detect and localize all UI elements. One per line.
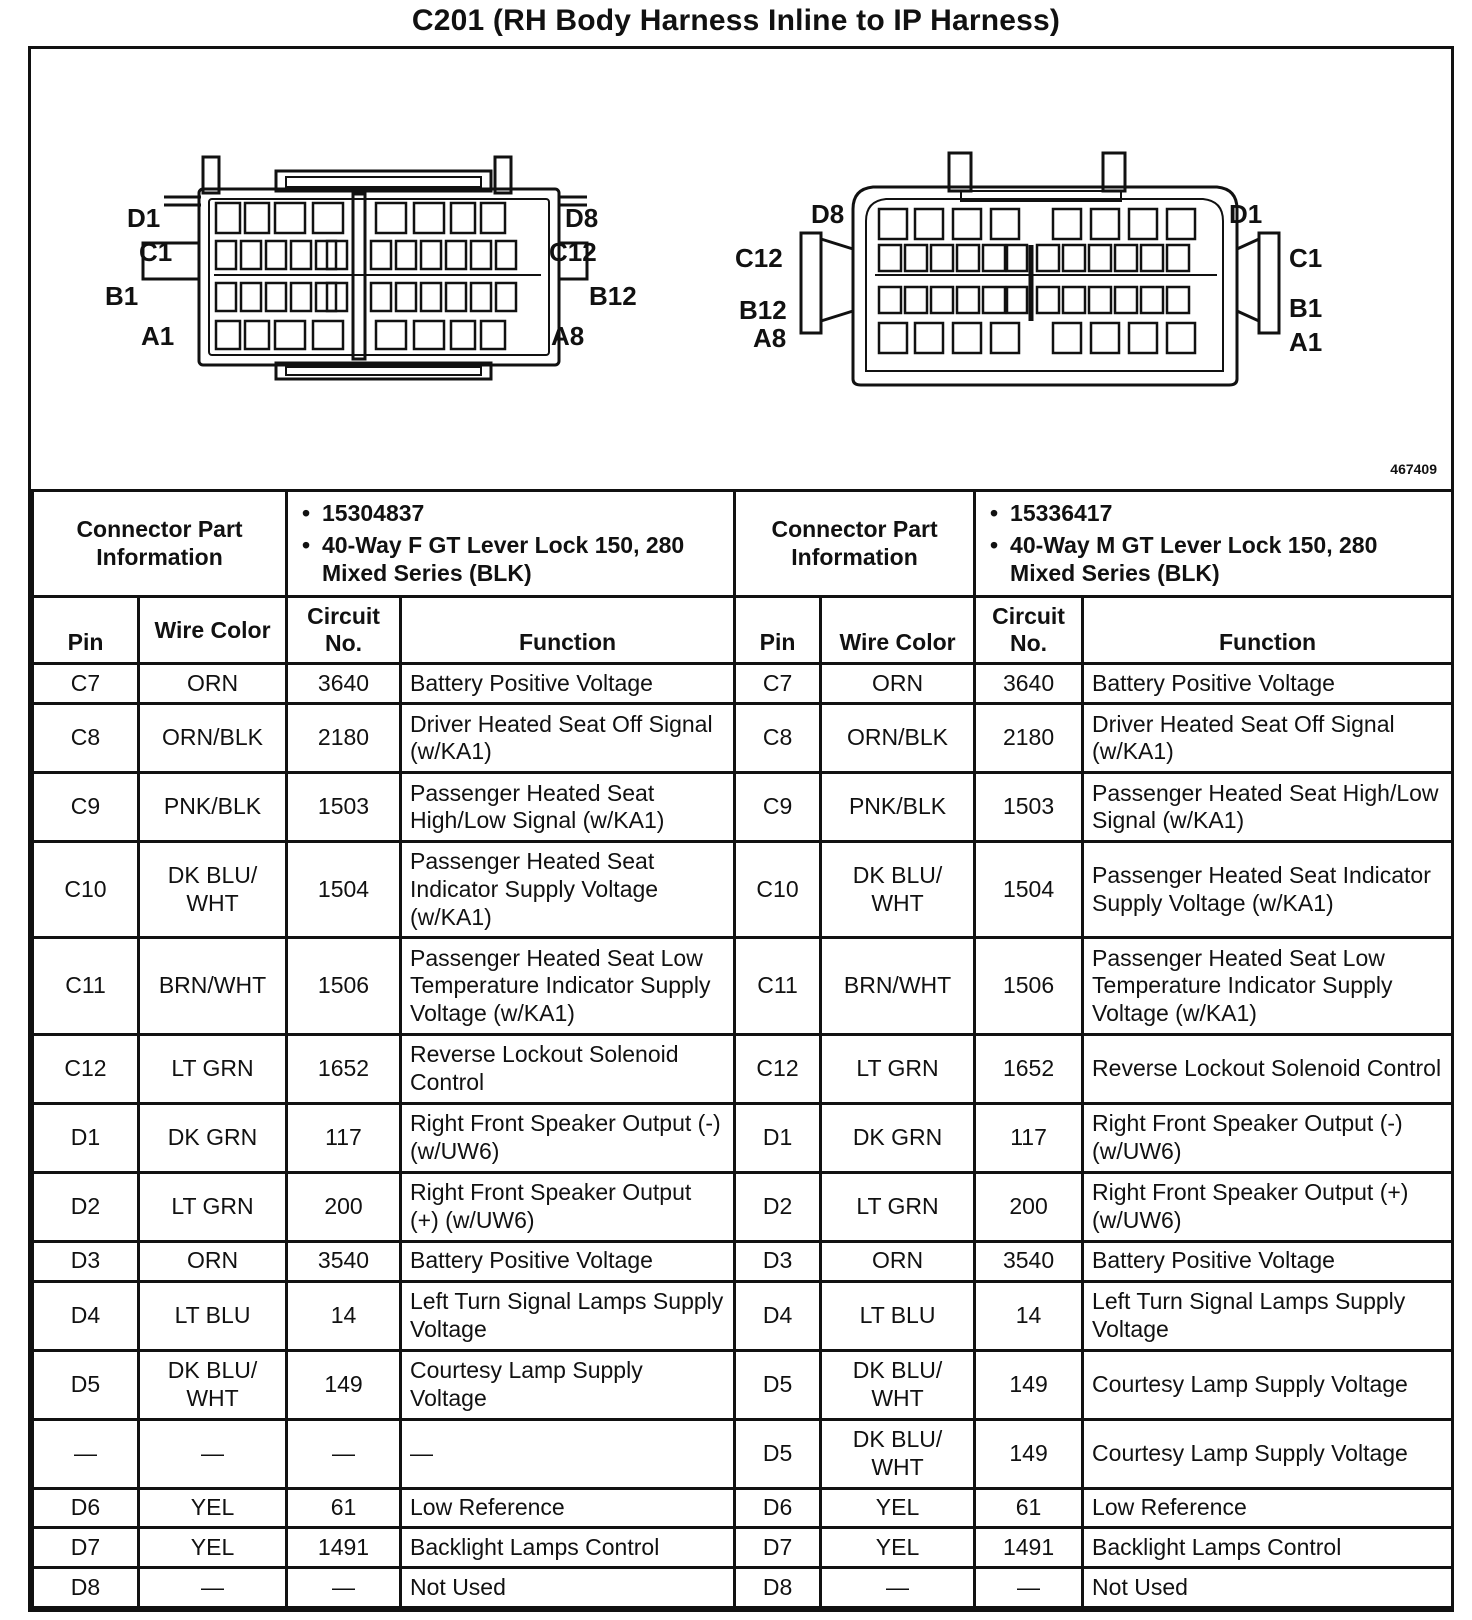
right-function-cell: Passenger Heated Seat Indicator Supply Voltage (w/KA1): [1083, 842, 1453, 938]
right-pin-cell: C11: [735, 938, 821, 1034]
left-pin-cell: D7: [33, 1528, 139, 1568]
part-number-left: • 15304837: [322, 500, 725, 528]
left-label-b1: B1: [105, 281, 139, 311]
left-wire-color-cell: —: [139, 1568, 287, 1608]
left-connector-face: [143, 157, 587, 379]
right-pin-cell: C9: [735, 773, 821, 842]
right-wire-color-cell: LT GRN: [821, 1172, 975, 1241]
left-wire-color-cell: DK BLU/ WHT: [139, 1350, 287, 1419]
left-wire-color-cell: —: [139, 1419, 287, 1488]
left-circuit-cell: 3540: [287, 1241, 401, 1281]
right-wire-color-cell: ORN/BLK: [821, 704, 975, 773]
header-circuit-right: Circuit No.: [975, 597, 1083, 664]
right-circuit-cell: —: [975, 1568, 1083, 1608]
left-circuit-cell: 1503: [287, 773, 401, 842]
header-circuit-left: Circuit No.: [287, 597, 401, 664]
right-pin-cell: C7: [735, 664, 821, 704]
right-pin-cell: D1: [735, 1103, 821, 1172]
right-pin-cell: C8: [735, 704, 821, 773]
table-row: [33, 1350, 1453, 1419]
right-function-cell: Battery Positive Voltage: [1083, 664, 1453, 704]
left-circuit-cell: 61: [287, 1488, 401, 1528]
table-row: [33, 1528, 1453, 1568]
left-function-cell: Passenger Heated Seat High/Low Signal (w/KA1): [401, 773, 735, 842]
left-label-c12: C12: [549, 237, 597, 267]
left-wire-color-cell: PNK/BLK: [139, 773, 287, 842]
right-function-cell: Low Reference: [1083, 1488, 1453, 1528]
left-function-cell: Reverse Lockout Solenoid Control: [401, 1034, 735, 1103]
left-label-d1: D1: [127, 203, 161, 233]
header-function-right: Function: [1083, 597, 1453, 664]
header-pin-right: Pin: [735, 597, 821, 664]
left-function-cell: Driver Heated Seat Off Signal (w/KA1): [401, 704, 735, 773]
left-pin-cell: C12: [33, 1034, 139, 1103]
right-label-a8: A8: [753, 323, 787, 353]
right-circuit-cell: 117: [975, 1103, 1083, 1172]
right-pin-cell: D2: [735, 1172, 821, 1241]
right-wire-color-cell: LT GRN: [821, 1034, 975, 1103]
right-wire-color-cell: ORN: [821, 1241, 975, 1281]
left-label-a8: A8: [551, 321, 585, 351]
right-function-cell: Right Front Speaker Output (-) (w/UW6): [1083, 1103, 1453, 1172]
right-label-b12: B12: [739, 295, 787, 325]
right-wire-color-cell: YEL: [821, 1528, 975, 1568]
table-row: [33, 1419, 1453, 1488]
part-description-right: • 40-Way M GT Lever Lock 150, 280 Mixed Series (BLK): [1010, 532, 1443, 587]
right-circuit-cell: 2180: [975, 704, 1083, 773]
left-wire-color-cell: YEL: [139, 1488, 287, 1528]
connector-frame: [28, 46, 1454, 1612]
part-description-left: • 40-Way F GT Lever Lock 150, 280 Mixed Series (BLK): [322, 532, 725, 587]
left-label-a1: A1: [141, 321, 175, 351]
right-function-cell: Passenger Heated Seat High/Low Signal (w/KA1): [1083, 773, 1453, 842]
right-connector-face: [801, 153, 1279, 385]
left-wire-color-cell: DK BLU/ WHT: [139, 842, 287, 938]
right-function-cell: Backlight Lamps Control: [1083, 1528, 1453, 1568]
right-circuit-cell: 1503: [975, 773, 1083, 842]
part-info-right: [975, 491, 1453, 597]
left-circuit-cell: 1504: [287, 842, 401, 938]
right-pin-cell: C10: [735, 842, 821, 938]
left-function-cell: Right Front Speaker Output (+) (w/UW6): [401, 1172, 735, 1241]
right-wire-color-cell: DK BLU/ WHT: [821, 1419, 975, 1488]
left-wire-color-cell: LT GRN: [139, 1172, 287, 1241]
left-label-b12: B12: [589, 281, 637, 311]
right-wire-color-cell: BRN/WHT: [821, 938, 975, 1034]
right-pin-cell: C12: [735, 1034, 821, 1103]
right-pin-cell: D4: [735, 1281, 821, 1350]
table-row: [33, 938, 1453, 1034]
left-wire-color-cell: DK GRN: [139, 1103, 287, 1172]
right-pin-cell: D6: [735, 1488, 821, 1528]
left-wire-color-cell: LT BLU: [139, 1281, 287, 1350]
left-pin-cell: D5: [33, 1350, 139, 1419]
left-circuit-cell: 1652: [287, 1034, 401, 1103]
left-function-cell: Low Reference: [401, 1488, 735, 1528]
right-circuit-cell: 1491: [975, 1528, 1083, 1568]
right-function-cell: Battery Positive Voltage: [1083, 1241, 1453, 1281]
table-row: [33, 842, 1453, 938]
left-circuit-cell: —: [287, 1568, 401, 1608]
right-function-cell: Courtesy Lamp Supply Voltage: [1083, 1350, 1453, 1419]
right-circuit-cell: 1506: [975, 938, 1083, 1034]
right-circuit-cell: 3540: [975, 1241, 1083, 1281]
left-circuit-cell: 149: [287, 1350, 401, 1419]
left-pin-cell: C9: [33, 773, 139, 842]
right-wire-color-cell: ORN: [821, 664, 975, 704]
right-function-cell: Courtesy Lamp Supply Voltage: [1083, 1419, 1453, 1488]
right-circuit-cell: 61: [975, 1488, 1083, 1528]
right-circuit-cell: 1652: [975, 1034, 1083, 1103]
left-circuit-cell: 200: [287, 1172, 401, 1241]
left-wire-color-cell: BRN/WHT: [139, 938, 287, 1034]
right-function-cell: Driver Heated Seat Off Signal (w/KA1): [1083, 704, 1453, 773]
right-function-cell: Not Used: [1083, 1568, 1453, 1608]
right-wire-color-cell: PNK/BLK: [821, 773, 975, 842]
right-label-c1: C1: [1289, 243, 1323, 273]
right-wire-color-cell: —: [821, 1568, 975, 1608]
left-pin-cell: C11: [33, 938, 139, 1034]
table-row: [33, 1103, 1453, 1172]
left-function-cell: Backlight Lamps Control: [401, 1528, 735, 1568]
left-function-cell: Right Front Speaker Output (-) (w/UW6): [401, 1103, 735, 1172]
right-function-cell: Passenger Heated Seat Low Temperature Indicator Supply Voltage (w/KA1): [1083, 938, 1453, 1034]
left-function-cell: Passenger Heated Seat Indicator Supply Voltage (w/KA1): [401, 842, 735, 938]
header-pin-left: Pin: [33, 597, 139, 664]
table-row: [33, 1568, 1453, 1608]
right-pin-cell: D3: [735, 1241, 821, 1281]
left-function-cell: Courtesy Lamp Supply Voltage: [401, 1350, 735, 1419]
left-function-cell: Battery Positive Voltage: [401, 664, 735, 704]
right-label-d8: D8: [811, 199, 845, 229]
left-pin-cell: C8: [33, 704, 139, 773]
table-row: [33, 1241, 1453, 1281]
table-row: [33, 704, 1453, 773]
right-pin-cell: D7: [735, 1528, 821, 1568]
right-wire-color-cell: YEL: [821, 1488, 975, 1528]
right-label-a1: A1: [1289, 327, 1323, 357]
left-circuit-cell: 14: [287, 1281, 401, 1350]
part-info-label-right: Connector Part Information: [735, 491, 975, 597]
left-wire-color-cell: ORN/BLK: [139, 704, 287, 773]
header-wire-color-right: Wire Color: [821, 597, 975, 664]
left-circuit-cell: 1506: [287, 938, 401, 1034]
left-function-cell: Battery Positive Voltage: [401, 1241, 735, 1281]
table-row: [33, 1034, 1453, 1103]
left-pin-cell: C7: [33, 664, 139, 704]
left-circuit-cell: 1491: [287, 1528, 401, 1568]
left-pin-cell: C10: [33, 842, 139, 938]
right-label-b1: B1: [1289, 293, 1323, 323]
right-wire-color-cell: DK GRN: [821, 1103, 975, 1172]
right-function-cell: Right Front Speaker Output (+) (w/UW6): [1083, 1172, 1453, 1241]
left-pin-cell: D1: [33, 1103, 139, 1172]
left-circuit-cell: 2180: [287, 704, 401, 773]
right-circuit-cell: 200: [975, 1172, 1083, 1241]
right-pin-cell: D5: [735, 1419, 821, 1488]
left-pin-cell: D2: [33, 1172, 139, 1241]
left-function-cell: Left Turn Signal Lamps Supply Voltage: [401, 1281, 735, 1350]
left-circuit-cell: 117: [287, 1103, 401, 1172]
left-label-c1: C1: [139, 237, 173, 267]
header-function-left: Function: [401, 597, 735, 664]
left-circuit-cell: 3640: [287, 664, 401, 704]
right-circuit-cell: 1504: [975, 842, 1083, 938]
left-wire-color-cell: ORN: [139, 664, 287, 704]
right-pin-cell: D5: [735, 1350, 821, 1419]
table-row: [33, 664, 1453, 704]
part-number-right: • 15336417: [1010, 500, 1443, 528]
right-circuit-cell: 3640: [975, 664, 1083, 704]
right-circuit-cell: 149: [975, 1419, 1083, 1488]
left-function-cell: Passenger Heated Seat Low Temperature Indicator Supply Voltage (w/KA1): [401, 938, 735, 1034]
column-header-row: [33, 597, 1453, 664]
page-title: C201 (RH Body Harness Inline to IP Harness): [411, 4, 1061, 37]
left-circuit-cell: —: [287, 1419, 401, 1488]
connector-illustration: [31, 49, 1451, 489]
table-row: [33, 1488, 1453, 1528]
right-pin-cell: D8: [735, 1568, 821, 1608]
left-pin-cell: D4: [33, 1281, 139, 1350]
left-label-d8: D8: [565, 203, 599, 233]
right-label-d1: D1: [1229, 199, 1263, 229]
header-wire-color-left: Wire Color: [139, 597, 287, 664]
left-function-cell: —: [401, 1419, 735, 1488]
right-wire-color-cell: DK BLU/ WHT: [821, 1350, 975, 1419]
table-row: [33, 1172, 1453, 1241]
right-label-c12: C12: [735, 243, 783, 273]
pinout-table: [31, 489, 1454, 1609]
table-row: [33, 773, 1453, 842]
left-wire-color-cell: YEL: [139, 1528, 287, 1568]
left-pin-cell: D3: [33, 1241, 139, 1281]
right-wire-color-cell: DK BLU/ WHT: [821, 842, 975, 938]
left-pin-cell: D8: [33, 1568, 139, 1608]
part-info-left: [287, 491, 735, 597]
left-wire-color-cell: LT GRN: [139, 1034, 287, 1103]
part-info-row: [33, 491, 1453, 597]
right-circuit-cell: 14: [975, 1281, 1083, 1350]
part-info-label-left: Connector Part Information: [33, 491, 287, 597]
left-wire-color-cell: ORN: [139, 1241, 287, 1281]
left-pin-cell: D6: [33, 1488, 139, 1528]
table-row: [33, 1281, 1453, 1350]
right-function-cell: Reverse Lockout Solenoid Control: [1083, 1034, 1453, 1103]
right-circuit-cell: 149: [975, 1350, 1083, 1419]
left-pin-cell: —: [33, 1419, 139, 1488]
connector-diagram: [31, 49, 1451, 489]
right-wire-color-cell: LT BLU: [821, 1281, 975, 1350]
right-function-cell: Left Turn Signal Lamps Supply Voltage: [1083, 1281, 1453, 1350]
left-function-cell: Not Used: [401, 1568, 735, 1608]
figure-id: 467409: [1390, 461, 1437, 477]
